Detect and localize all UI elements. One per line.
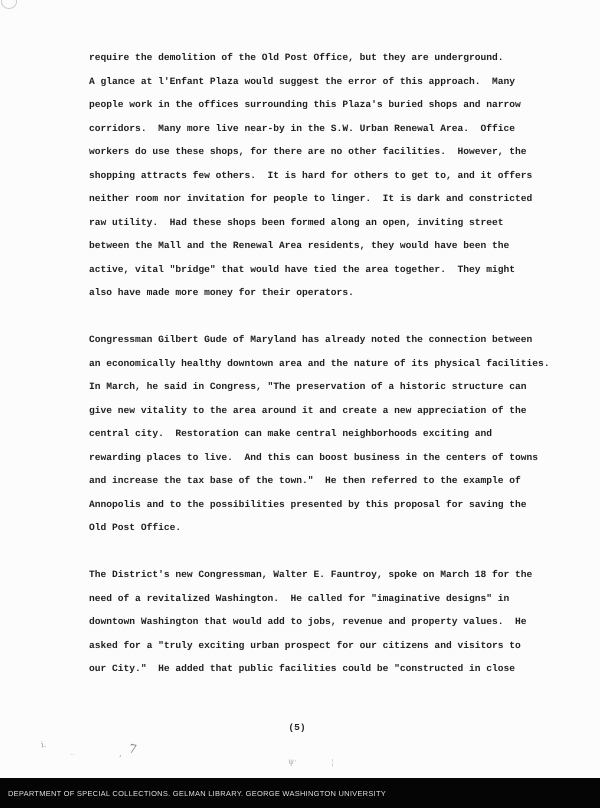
document-text [89,46,561,681]
scan-mark: ¦ [331,758,334,767]
text-line: our City." He added that public facilities could be "constructed in close [89,663,516,674]
text-line: give new vitality to the area around it and create a new appreciation of the [89,404,527,416]
text-line: downtown Washington that would add to jobs, revenue and property values. He [89,616,527,627]
text-line: In March, he said in Congress, "The preservation of a historic structure can [89,381,527,392]
text-line: between the Mall and the Renewal Area residents, they would have been the [89,240,510,251]
page-number: (5) [288,722,306,733]
text-line: and increase the tax base of the town." He then referred to the example of [89,475,521,486]
text-line: rewarding places to live. And this can boost business in the centers of towns [89,451,539,463]
scan-mark: i. [40,739,47,750]
paragraph [89,46,561,305]
text-line: also have made more money for their operators. [89,287,354,298]
text-line: active, vital "bridge" that would have tied the area together. They might [89,263,516,275]
scan-mark: 7 [127,741,139,757]
text-line: A glance at l'Enfant Plaza would suggest the error of this approach. Many [89,75,516,87]
text-line: asked for a "truly exciting urban prospect for our citizens and visitors to [89,639,521,651]
text-line: Annopolis and to the possibilities presented by this proposal for saving the [89,498,527,510]
text-line: workers do use these shops, for there are no other facilities. However, the [89,146,527,157]
text-line: corridors. Many more live near-by in the S.W. Urban Renewal Area. Office [89,122,516,134]
scan-mark: , [119,749,122,759]
footer-credit: DEPARTMENT OF SPECIAL COLLECTIONS. GELMAN LIBRARY. GEORGE WASHINGTON UNIVERSITY [8,788,387,798]
scan-smudge [1,0,17,9]
text-line: neither room nor invitation for people to linger. It is dark and constricted [89,193,533,204]
paragraph [89,328,561,540]
text-line: The District's new Congressman, Walter E. Fauntroy, spoke on March 18 for the [89,569,533,580]
text-line: an economically healthy downtown area and the nature of its physical facilities. [89,357,550,369]
text-line: central city. Restoration can make central neighborhoods exciting and [89,428,493,439]
text-line: Congressman Gilbert Gude of Maryland has already noted the connection between [89,334,533,345]
text-line: require the demolition of the Old Post Office, but they are underground. [89,52,504,63]
text-line: need of a revitalized Washington. He called for "imaginative designs" in [89,592,510,604]
paragraph [89,563,561,681]
text-line: people work in the offices surrounding this Plaza's buried shops and narrow [89,99,521,110]
text-line: raw utility. Had these shops been formed along an open, inviting street [89,216,504,228]
text-line: shopping attracts few others. It is hard for others to get to, and it offers [89,169,533,181]
scan-mark: ψ· [288,757,297,766]
footer-bar [0,778,600,808]
scan-mark: .. [70,749,75,757]
text-line: Old Post Office. [89,522,182,533]
